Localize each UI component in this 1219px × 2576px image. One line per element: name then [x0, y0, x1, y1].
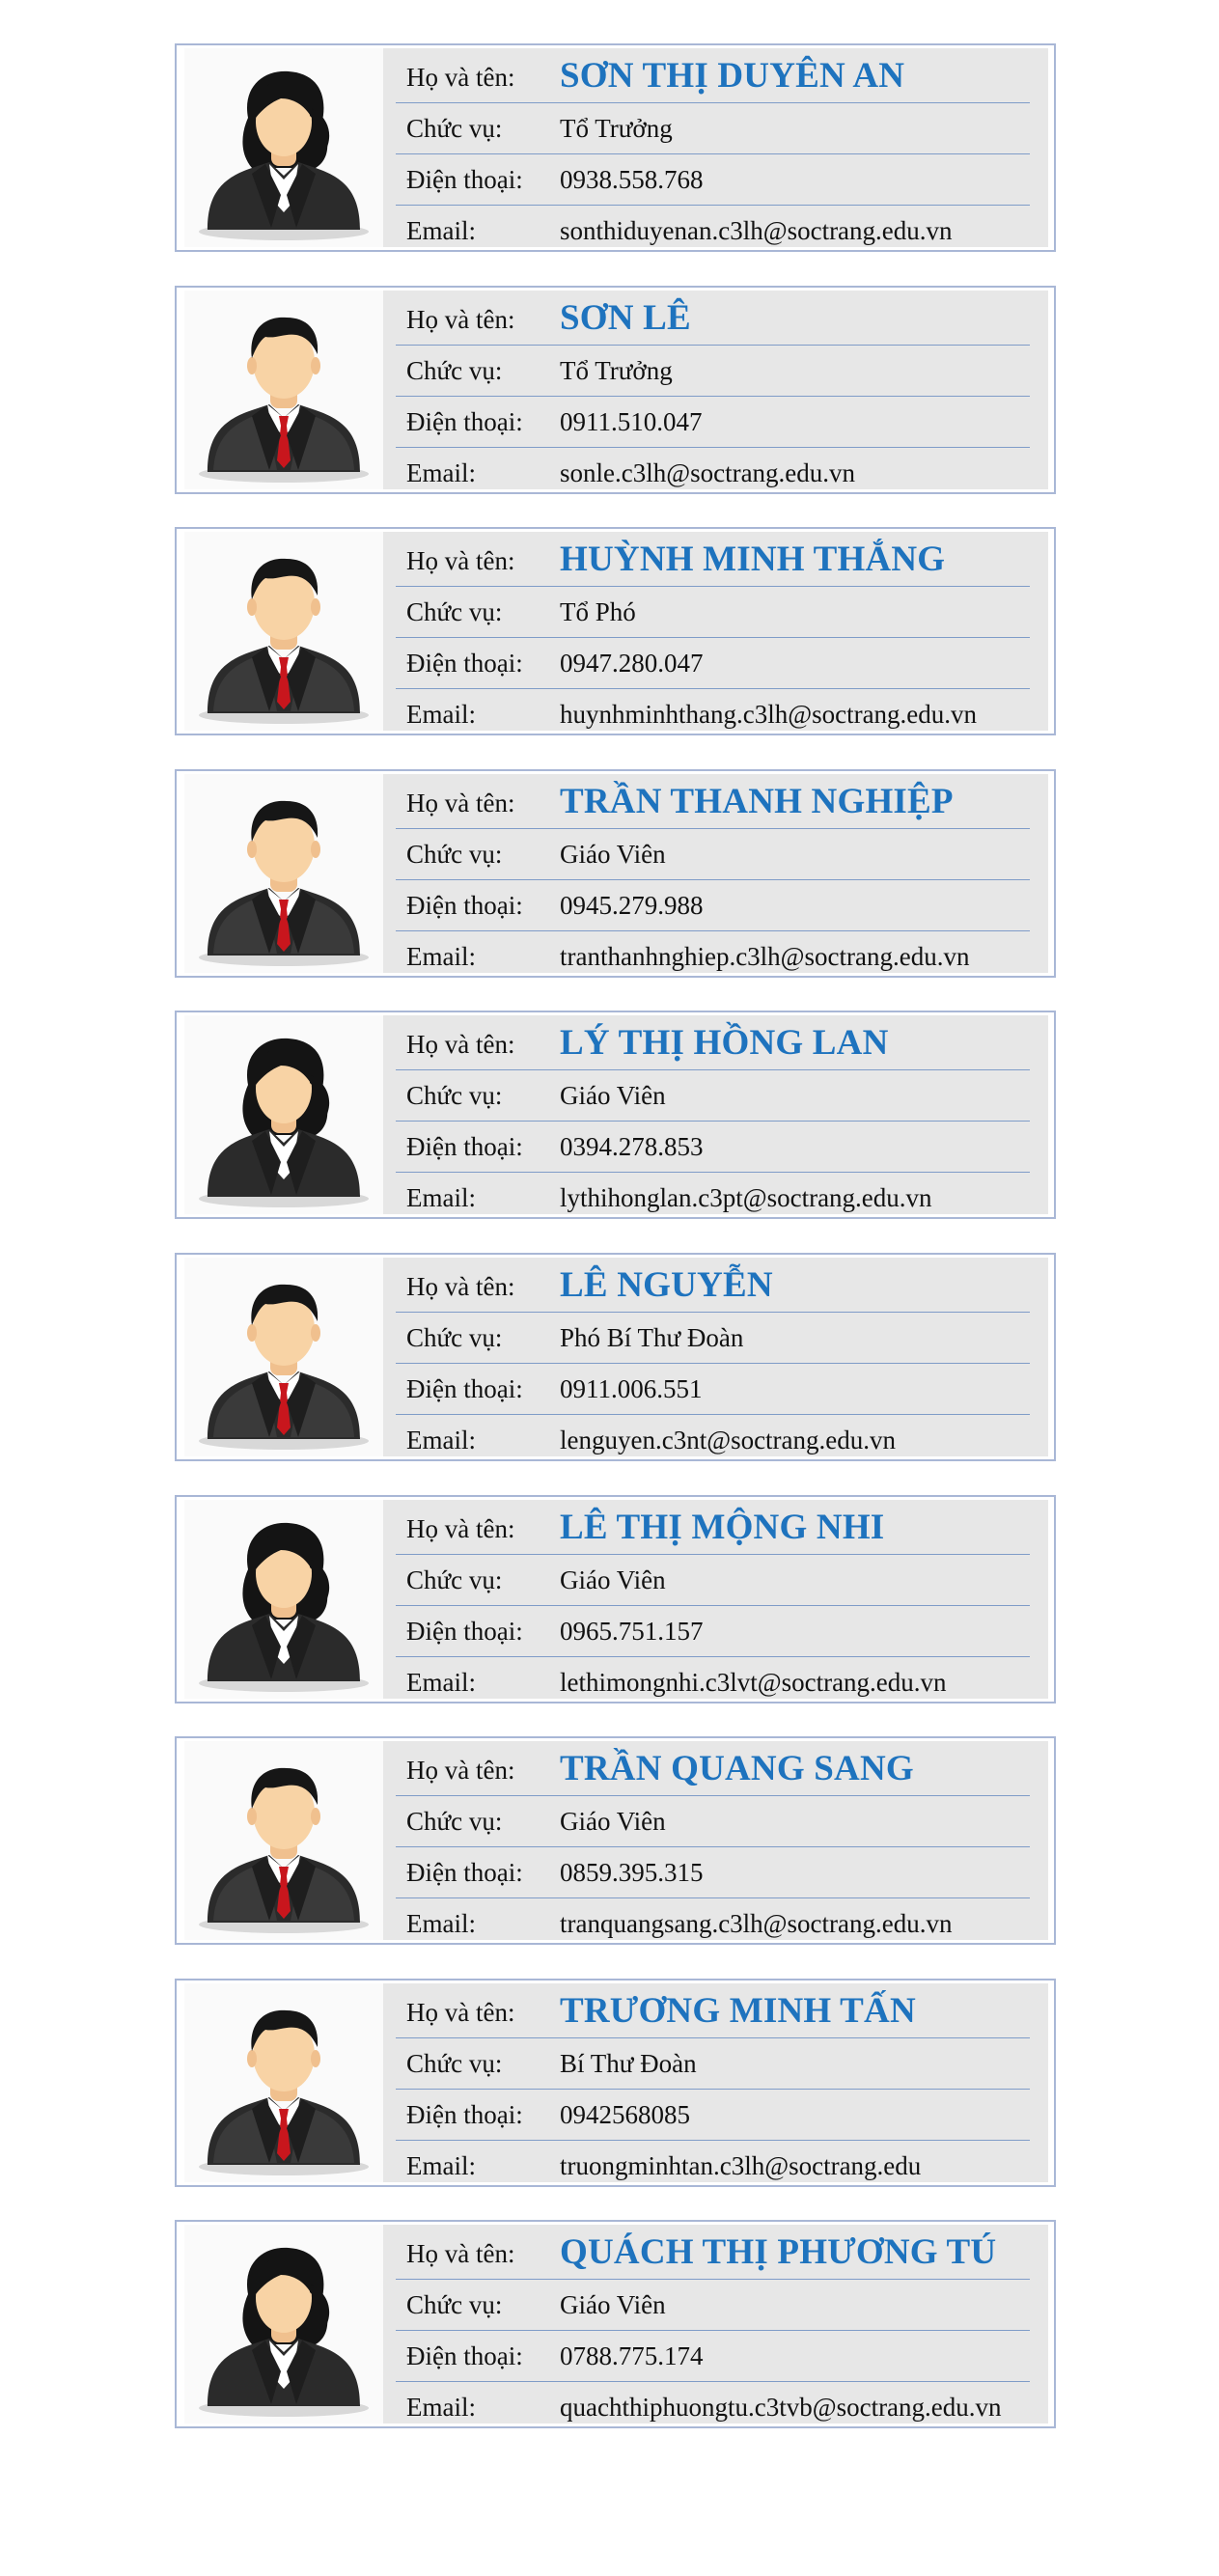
- staff-info: [383, 291, 1048, 489]
- female-avatar-icon: [184, 1015, 383, 1214]
- position-row: [396, 828, 1030, 880]
- email-value[interactable]: truongminhtan.c3lh@soctrang.edu: [560, 2150, 922, 2180]
- position-value: Tổ Phó: [560, 597, 636, 627]
- phone-label: Điện thoại:: [406, 890, 523, 920]
- female-avatar-icon: [184, 2225, 383, 2424]
- female-avatar-icon: [184, 1500, 383, 1699]
- phone-label: Điện thoại:: [406, 1374, 523, 1403]
- name-label: Họ và tên:: [406, 546, 515, 576]
- email-label: Email:: [406, 941, 476, 971]
- position-row: [396, 1069, 1030, 1122]
- email-row: [396, 1656, 1030, 1707]
- position-row: [396, 1795, 1030, 1847]
- avatar: [184, 1741, 383, 1940]
- name-label: Họ và tên:: [406, 304, 515, 334]
- position-value: Giáo Viên: [560, 839, 666, 869]
- staff-info: [383, 532, 1048, 731]
- phone-row: [396, 637, 1030, 689]
- staff-info: [383, 774, 1048, 973]
- position-label: Chức vụ:: [406, 2290, 503, 2320]
- position-value: Tổ Trưởng: [560, 114, 673, 143]
- email-row: [396, 2381, 1030, 2432]
- name-label: Họ và tên:: [406, 1030, 515, 1060]
- email-value[interactable]: sonthiduyenan.c3lh@soctrang.edu.vn: [560, 216, 953, 245]
- position-label: Chức vụ:: [406, 1565, 503, 1594]
- phone-value: 0938.558.768: [560, 165, 704, 194]
- staff-info: [383, 1741, 1048, 1940]
- name-row: [396, 1503, 1030, 1555]
- name-label: Họ và tên:: [406, 1272, 515, 1301]
- name-value: HUỲNH MINH THẮNG: [560, 540, 946, 580]
- staff-info: [383, 2225, 1048, 2424]
- name-label: Họ và tên:: [406, 1756, 515, 1786]
- email-value[interactable]: tranquangsang.c3lh@soctrang.edu.vn: [560, 1909, 953, 1939]
- phone-row: [396, 1846, 1030, 1898]
- phone-row: [396, 879, 1030, 931]
- email-row: [396, 1897, 1030, 1949]
- name-row: [396, 1986, 1030, 2038]
- staff-card: [175, 1253, 1056, 1461]
- position-label: Chức vụ:: [406, 1323, 503, 1352]
- phone-value: 0911.510.047: [560, 406, 703, 436]
- position-value: Phó Bí Thư Đoàn: [560, 1323, 744, 1352]
- name-label: Họ và tên:: [406, 63, 515, 92]
- avatar: [184, 1983, 383, 2182]
- email-row: [396, 1172, 1030, 1223]
- male-avatar-icon: [184, 532, 383, 731]
- phone-label: Điện thoại:: [406, 2099, 523, 2129]
- email-value[interactable]: lythihonglan.c3pt@soctrang.edu.vn: [560, 1183, 932, 1213]
- email-label: Email:: [406, 216, 476, 245]
- name-value: QUÁCH THỊ PHƯƠNG TÚ: [560, 2232, 997, 2273]
- phone-row: [396, 396, 1030, 448]
- name-value: LÝ THỊ HỒNG LAN: [560, 1023, 889, 1064]
- position-label: Chức vụ:: [406, 355, 503, 385]
- email-value[interactable]: quachthiphuongtu.c3tvb@soctrang.edu.vn: [560, 2393, 1002, 2423]
- staff-card: [175, 43, 1056, 252]
- email-label: Email:: [406, 1909, 476, 1939]
- phone-value: 0945.279.988: [560, 890, 704, 920]
- email-value[interactable]: huynhminhthang.c3lh@soctrang.edu.vn: [560, 700, 978, 730]
- email-label: Email:: [406, 1426, 476, 1454]
- position-row: [396, 102, 1030, 154]
- staff-info: [383, 1983, 1048, 2182]
- position-label: Chức vụ:: [406, 1807, 503, 1837]
- position-row: [396, 1554, 1030, 1606]
- staff-card: [175, 2220, 1056, 2428]
- phone-row: [396, 2089, 1030, 2141]
- email-row: [396, 930, 1030, 982]
- name-value: LÊ NGUYỄN: [560, 1265, 773, 1305]
- phone-value: 0965.751.157: [560, 1616, 704, 1646]
- male-avatar-icon: [184, 774, 383, 973]
- position-value: Bí Thư Đoàn: [560, 2048, 697, 2078]
- position-label: Chức vụ:: [406, 839, 503, 869]
- phone-value: 0942568085: [560, 2099, 690, 2129]
- name-value: SƠN THỊ DUYÊN AN: [560, 56, 905, 96]
- avatar: [184, 291, 383, 489]
- name-value: LÊ THỊ MỘNG NHI: [560, 1507, 885, 1547]
- email-label: Email:: [406, 2150, 476, 2180]
- male-avatar-icon: [184, 1258, 383, 1456]
- staff-card: [175, 1736, 1056, 1945]
- phone-label: Điện thoại:: [406, 165, 523, 194]
- phone-label: Điện thoại:: [406, 649, 523, 679]
- name-row: [396, 777, 1030, 829]
- email-row: [396, 2140, 1030, 2191]
- email-row: [396, 688, 1030, 739]
- phone-label: Điện thoại:: [406, 406, 523, 436]
- name-row: [396, 1744, 1030, 1796]
- avatar: [184, 1015, 383, 1214]
- position-value: Giáo Viên: [560, 1081, 666, 1111]
- phone-row: [396, 153, 1030, 206]
- email-value[interactable]: tranthanhnghiep.c3lh@soctrang.edu.vn: [560, 941, 970, 971]
- position-label: Chức vụ:: [406, 597, 503, 627]
- phone-value: 0911.006.551: [560, 1374, 703, 1403]
- phone-label: Điện thoại:: [406, 2341, 523, 2371]
- email-row: [396, 447, 1030, 498]
- staff-card: [175, 527, 1056, 735]
- name-row: [396, 293, 1030, 346]
- email-value[interactable]: lethimongnhi.c3lvt@soctrang.edu.vn: [560, 1667, 947, 1697]
- staff-info: [383, 1500, 1048, 1699]
- phone-row: [396, 1363, 1030, 1415]
- avatar: [184, 774, 383, 973]
- name-label: Họ và tên:: [406, 1997, 515, 2027]
- phone-label: Điện thoại:: [406, 1132, 523, 1162]
- avatar: [184, 48, 383, 247]
- avatar: [184, 1500, 383, 1699]
- phone-row: [396, 2330, 1030, 2382]
- phone-row: [396, 1605, 1030, 1657]
- position-value: Tổ Trưởng: [560, 355, 673, 385]
- name-value: TRƯƠNG MINH TẤN: [560, 1990, 916, 2031]
- name-label: Họ và tên:: [406, 2239, 515, 2269]
- name-row: [396, 1260, 1030, 1313]
- name-label: Họ và tên:: [406, 1513, 515, 1543]
- email-label: Email:: [406, 1183, 476, 1213]
- email-label: Email:: [406, 1667, 476, 1697]
- email-label: Email:: [406, 2393, 476, 2423]
- name-label: Họ và tên:: [406, 788, 515, 817]
- position-row: [396, 2037, 1030, 2090]
- name-row: [396, 535, 1030, 587]
- avatar: [184, 532, 383, 731]
- staff-card: [175, 1495, 1056, 1703]
- position-row: [396, 1312, 1030, 1364]
- name-row: [396, 51, 1030, 103]
- name-value: SƠN LÊ: [560, 297, 691, 338]
- staff-card: [175, 1011, 1056, 1219]
- phone-value: 0394.278.853: [560, 1132, 704, 1162]
- name-row: [396, 1018, 1030, 1070]
- staff-info: [383, 48, 1048, 247]
- email-label: Email:: [406, 700, 476, 730]
- phone-row: [396, 1121, 1030, 1173]
- email-value[interactable]: sonle.c3lh@soctrang.edu.vn: [560, 457, 856, 487]
- email-row: [396, 205, 1030, 256]
- email-label: Email:: [406, 457, 476, 487]
- name-value: TRẦN QUANG SANG: [560, 1749, 914, 1789]
- position-row: [396, 586, 1030, 638]
- staff-card: [175, 286, 1056, 494]
- phone-value: 0859.395.315: [560, 1858, 704, 1888]
- staff-card: [175, 769, 1056, 978]
- email-value[interactable]: lenguyen.c3nt@soctrang.edu.vn: [560, 1426, 897, 1454]
- male-avatar-icon: [184, 291, 383, 489]
- staff-info: [383, 1258, 1048, 1456]
- avatar: [184, 2225, 383, 2424]
- email-row: [396, 1414, 1030, 1465]
- position-value: Giáo Viên: [560, 1565, 666, 1594]
- phone-label: Điện thoại:: [406, 1616, 523, 1646]
- position-row: [396, 2279, 1030, 2331]
- name-row: [396, 2228, 1030, 2280]
- position-label: Chức vụ:: [406, 114, 503, 143]
- phone-label: Điện thoại:: [406, 1858, 523, 1888]
- male-avatar-icon: [184, 1983, 383, 2182]
- name-value: TRẦN THANH NGHIỆP: [560, 781, 954, 821]
- phone-value: 0947.280.047: [560, 649, 704, 679]
- position-row: [396, 345, 1030, 397]
- male-avatar-icon: [184, 1741, 383, 1940]
- position-value: Giáo Viên: [560, 1807, 666, 1837]
- staff-info: [383, 1015, 1048, 1214]
- position-label: Chức vụ:: [406, 2048, 503, 2078]
- staff-card: [175, 1979, 1056, 2187]
- position-value: Giáo Viên: [560, 2290, 666, 2320]
- phone-value: 0788.775.174: [560, 2341, 704, 2371]
- position-label: Chức vụ:: [406, 1081, 503, 1111]
- female-avatar-icon: [184, 48, 383, 247]
- avatar: [184, 1258, 383, 1456]
